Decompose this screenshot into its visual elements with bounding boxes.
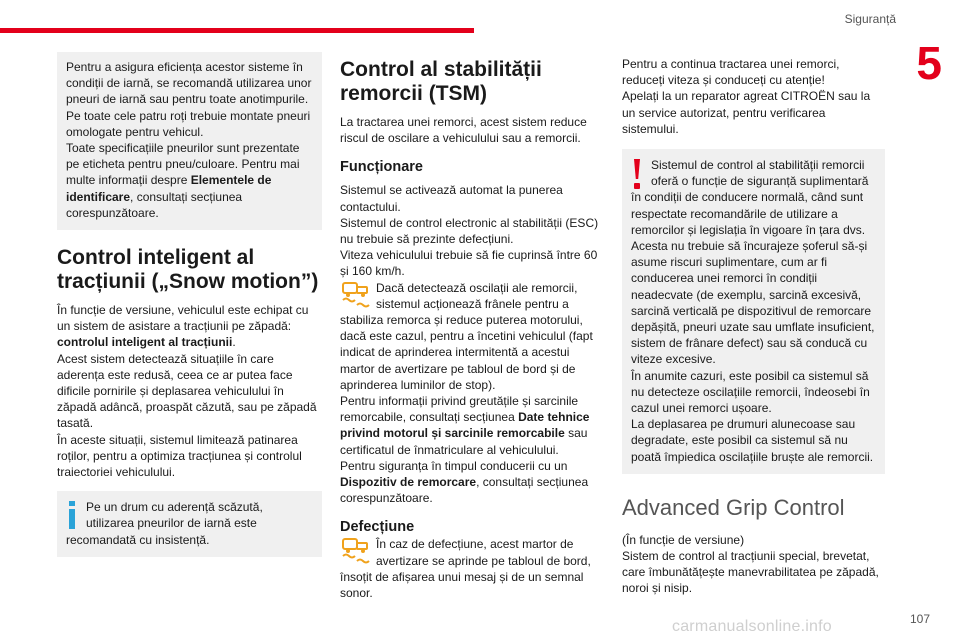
chapter-number: 5 — [916, 37, 942, 89]
page-number: 107 — [909, 612, 930, 626]
advanced-grip-heading: Advanced Grip Control — [622, 494, 845, 520]
paragraph: Pentru a continua tractarea unei remorci, reduceți viteza și conduceți cu atenție! — [622, 57, 840, 88]
watermark: carmanualsonline.info — [672, 618, 832, 635]
column-middle — [340, 52, 605, 601]
paragraph: Sistemul de control electronic al stabilității (ESC) nu trebuie să prezinte defecțiuni. — [340, 215, 599, 247]
snow-motion-heading: Control inteligent al tracțiunii („Snow motion”) — [57, 246, 319, 294]
warning-paragraph: Acesta nu trebuie să încurajeze șoferul să-și asume riscuri suplimentare, cum ar fi conducerea unei remorci în condiții neadecvate (de exemplu, sarcină excesivă, sarcină verticală pe dispozitivul de remorcare depășită, pneuri uzate sau umflate insuficient, sistem de frânare defect) sau să conducă cu viteze excesive. — [631, 239, 875, 367]
paragraph: Sistem de control al tracțiunii special, brevetat, care îmbunătățește manevrabilitatea pe zăpadă, noroi și nisip. — [622, 549, 879, 596]
paragraph: Acest sistem detectează situațiile în care aderența este redusă, ceea ce ar putea face dificile pornirile și deplasarea vehiculului în zăpadă adâncă, proaspăt căzută, sau pe zăpadă tasată. — [57, 351, 317, 431]
header-accent-bar — [0, 28, 474, 33]
note-paragraph: Pentru a asigura eficiența acestor sisteme în condiții de iarnă, se recomandă utilizarea unor pneuri de iarnă sau pentru toate anotimpurile. Pe toate cele patru roți trebuie montate pneuri omologate pentru vehicul. — [66, 60, 312, 139]
functioning-heading: Funcționare — [340, 159, 423, 176]
note-paragraph: Toate specificațiile pneurilor sunt prezentate pe eticheta pentru pneu/culoare. Pentru mai multe informații despre Elementele de identificare, consultați secțiunea corespunzătoare. — [66, 141, 300, 220]
warning-paragraph: În anumite cazuri, este posibil ca sistemul să nu detecteze oscilațiile remorcii, îndeosebi în cazul unei remorci ușoare. — [631, 368, 870, 416]
trailer-stability-warning-lamp-icon — [340, 280, 372, 310]
paragraph: Dacă detectează oscilații ale remorcii, sistemul acționează frânele pentru a stabiliza remorca și reduce puterea motorului, dacă este cazul, pentru a încetini vehiculul (fapt indicat de aprinderea intermitentă a acestui martor de avertizare pe tabloul de bord și de aprinderea luminilor de stop). — [340, 280, 593, 392]
paragraph: Pentru informații privind greutățile și sarcinile remorcabile, consultați secțiunea Date tehnice privind motorul și sarcinile remorcabile sau certificatul de înmatriculare al vehiculului. — [340, 394, 590, 457]
malfunction-block — [340, 536, 605, 601]
malfunction-heading: Defecțiune — [340, 519, 415, 536]
paragraph: Pentru siguranța în timpul conducerii cu un Dispozitiv de remorcare, consultați secțiunea corespunzătoare. — [340, 458, 589, 506]
paragraph: În aceste situații, sistemul limitează patinarea roților, pentru a optimiza tracțiunea și controlul traiectoriei vehiculului. — [57, 432, 302, 480]
paragraph: La tractarea unei remorci, acest sistem reduce riscul de oscilare a vehiculului sau a remorcii. — [340, 115, 587, 146]
paragraph: Apelați la un reparator agreat CITROËN sau la un service autorizat, pentru verificarea sistemului. — [622, 89, 871, 136]
paragraph: (În funcție de versiune) — [622, 532, 745, 547]
tsm-detect-block — [340, 280, 605, 393]
section-title: Siguranță — [844, 12, 896, 26]
warning-paragraph: La deplasarea pe drumuri alunecoase sau degradate, este posibil ca sistemul să nu poată împiedica oscilațiile bruște ale remorcii. — [631, 417, 874, 464]
column-left — [57, 52, 322, 557]
trailer-stability-warning-lamp-icon — [340, 536, 372, 566]
paragraph: În caz de defecțiune, acest martor de avertizare se aprinde pe tabloul de bord, însoțit de afișarea unui mesaj și de un semnal sonor. — [340, 537, 591, 601]
info-icon — [66, 501, 78, 529]
warning-note — [622, 149, 885, 474]
info-text: Pe un drum cu aderență scăzută, utilizarea pneurilor de iarnă este recomandată cu insistență. — [66, 500, 263, 547]
column-right — [622, 52, 885, 597]
tsm-heading: Control al stabilității remorcii (TSM) — [340, 58, 542, 105]
warning-icon — [631, 159, 643, 189]
warning-paragraph: Sistemul de control al stabilității remorcii oferă o funcție de siguranță suplimentară în condiții de conducere normală, când sunt respectate recomandările de utilizare a remorcilor și legislația în vigoare în țara dvs. — [631, 158, 869, 237]
paragraph: În funcție de versiune, vehiculul este echipat cu un sistem de asistare a tracțiunii pe zăpadă: controlul inteligent al tracțiunii. — [57, 303, 309, 350]
paragraph: Viteza vehiculului trebuie să fie cuprinsă între 60 și 160 km/h. — [340, 248, 598, 279]
winter-tyres-note — [57, 52, 322, 230]
info-note — [57, 491, 322, 557]
paragraph: Sistemul se activează automat la punerea contactului. — [340, 183, 563, 214]
